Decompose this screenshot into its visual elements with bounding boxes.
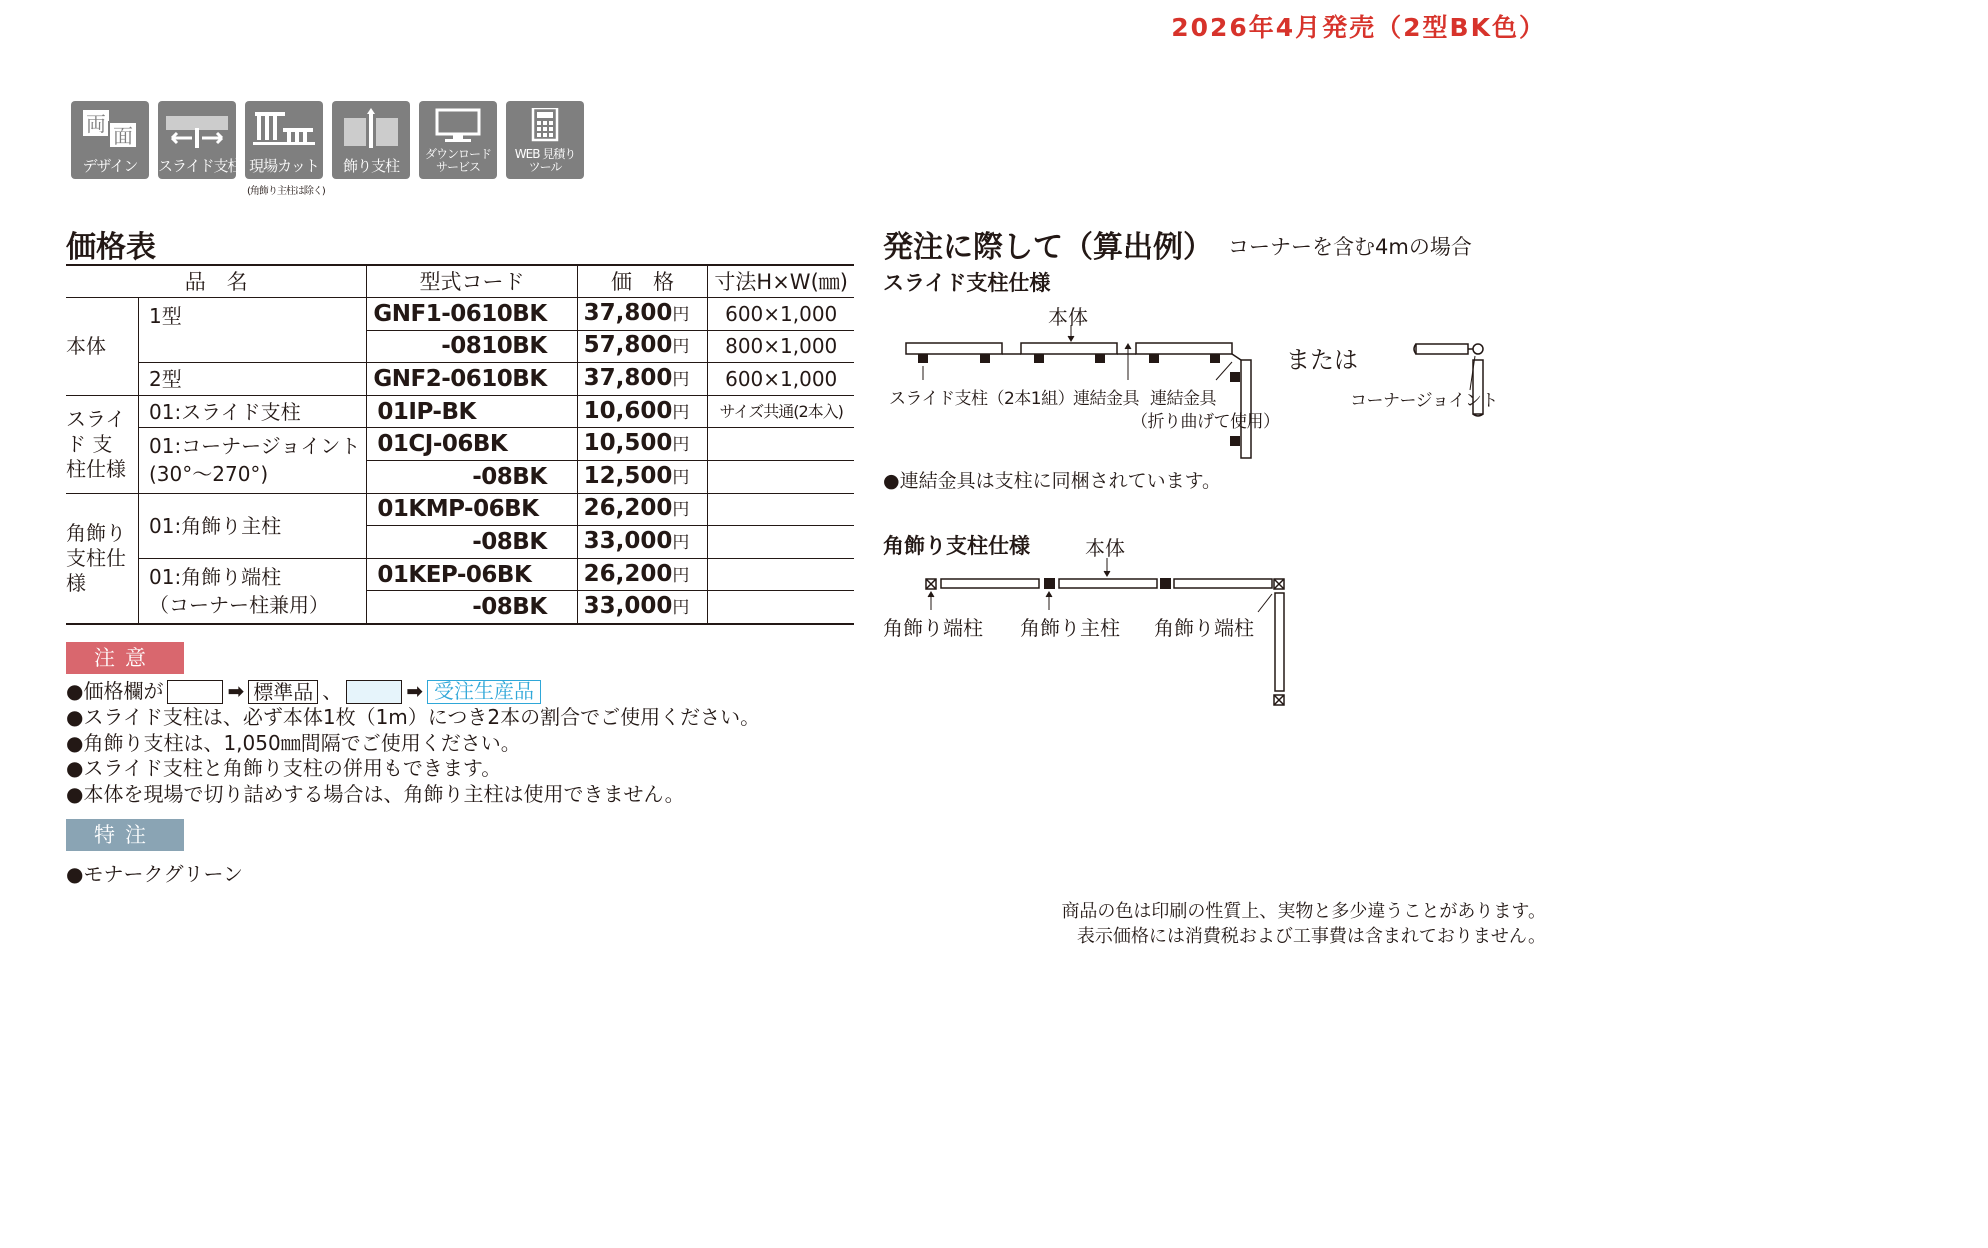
caution-item: ●角飾り支柱は、1,050㎜間隔でご使用ください。	[66, 730, 521, 755]
corner-spec-diagram	[926, 579, 1284, 705]
product-name-line: (30°～270°)	[149, 462, 269, 487]
fence-panel	[1174, 579, 1272, 588]
model-code: 01CJ-06BK	[367, 428, 577, 461]
feature-label: ダウンロード サービス	[425, 147, 492, 174]
caution-item: ●スライド支柱と角飾り支柱の併用もできます。	[66, 756, 502, 780]
yen-unit: 円	[672, 337, 690, 358]
slide-post-marker	[1095, 354, 1105, 363]
label-main-post: 角飾り主柱	[1020, 616, 1120, 640]
feature-label: 現場カット	[249, 157, 319, 175]
header-product-name: 品 名	[66, 265, 367, 298]
size-cell: 600×1,000	[708, 298, 854, 331]
size-cell: 600×1,000	[708, 363, 854, 396]
model-code: -0810BK	[367, 330, 577, 363]
group-label: スライド 支柱仕様	[66, 406, 126, 481]
size-cell: サイズ共通(2本入)	[708, 395, 854, 428]
price-value: 26,200	[583, 560, 673, 587]
yen-unit: 円	[672, 402, 690, 423]
price-value: 37,800	[583, 299, 673, 326]
feature-label: 飾り支柱	[342, 157, 399, 175]
label-connector-bent-note: （折り曲げて使用）	[1131, 412, 1280, 432]
feature-note: (角飾り主柱は除く)	[247, 186, 325, 197]
price-value: 33,000	[583, 592, 673, 619]
model-code: GNF2-0610BK	[367, 363, 577, 396]
corner-spec-title: 角飾り支柱仕様	[883, 534, 1030, 558]
slide-post-marker	[1149, 354, 1159, 363]
legend-prefix: ●価格欄が	[66, 679, 164, 704]
legend-standard: 標準品	[248, 680, 318, 704]
label-end-post: 角飾り端柱	[883, 616, 983, 640]
product-name-line: 01:コーナージョイント	[149, 434, 361, 459]
group-body: 本体	[66, 298, 139, 396]
product-name-line: （コーナー柱兼用）	[149, 592, 329, 617]
arrow-right-icon: ➡	[227, 679, 245, 704]
yen-unit: 円	[672, 533, 690, 554]
fence-panel	[1416, 344, 1468, 354]
arrow-right-icon: ➡	[406, 679, 423, 704]
label-or: または	[1286, 346, 1358, 374]
yen-unit: 円	[672, 304, 690, 325]
model-code: 01KMP-06BK	[367, 493, 577, 526]
main-post-marker	[1044, 578, 1055, 589]
yen-unit: 円	[672, 565, 690, 586]
caution-item: ●スライド支柱は、必ず本体1枚（1m）につき2本の割合でご使用ください。	[66, 705, 761, 729]
label-slide-post: スライド支柱（2本1組）	[889, 389, 1075, 409]
feature-label: WEB 見積りツール	[514, 147, 576, 174]
yen-unit: 円	[672, 467, 690, 488]
footer-line: 商品の色は印刷の性質上、実物と多少違うことがあります。	[1061, 901, 1546, 922]
label-end-post: 角飾り端柱	[1154, 616, 1254, 640]
slide-post-marker	[918, 354, 928, 363]
order-example-title: 発注に際して（算出例）	[883, 230, 1213, 265]
slide-note: ●連結金具は支柱に同梱されています。	[883, 470, 1222, 492]
fence-panel-vertical	[1275, 593, 1284, 691]
special-order-tag: 特注	[66, 819, 184, 851]
main-post-marker	[1160, 578, 1171, 589]
feature-label: スライド支柱	[158, 157, 242, 175]
svg-text:面: 面	[113, 124, 133, 148]
yen-unit: 円	[672, 370, 690, 391]
yen-unit: 円	[672, 597, 690, 618]
label-body: 本体	[1085, 536, 1125, 560]
price-value: 10,600	[583, 397, 673, 424]
release-banner: 2026年4月発売（2型BK色）	[1171, 13, 1546, 42]
connector-line	[1232, 354, 1241, 360]
product-name: 2型	[139, 363, 367, 396]
feature-label: デザイン	[82, 157, 138, 175]
model-code: 01KEP-06BK	[367, 558, 577, 591]
product-name: 1型	[139, 298, 367, 363]
label-connector: 連結金具	[1073, 389, 1139, 409]
footer-notes	[1061, 899, 1546, 949]
price-value: 33,000	[583, 528, 673, 555]
corner-joint-marker	[1473, 344, 1483, 354]
slide-post-marker	[1210, 354, 1220, 363]
label-corner-joint: コーナージョイント	[1350, 391, 1498, 411]
fence-panel	[906, 343, 1002, 354]
label-connector-bent: 連結金具	[1150, 389, 1216, 409]
label-body: 本体	[1048, 305, 1088, 329]
price-value: 12,500	[583, 462, 673, 489]
yen-unit: 円	[672, 435, 690, 456]
product-name: 01:角飾り主柱	[139, 493, 367, 558]
slide-post-marker	[1034, 354, 1044, 363]
legend-separator: 、	[322, 679, 343, 704]
svg-text:両: 両	[86, 112, 106, 136]
header-size: 寸法H×W(㎜)	[708, 265, 854, 298]
slide-post-marker	[1230, 372, 1240, 382]
fence-panel	[1021, 343, 1117, 354]
price-value: 10,500	[583, 430, 673, 457]
special-order-item: ●モナークグリーン	[66, 862, 244, 886]
fence-panel	[941, 579, 1039, 588]
size-cell: 800×1,000	[708, 330, 854, 363]
header-price: 価 格	[577, 265, 708, 298]
legend-made-to-order: 受注生産品	[427, 680, 541, 704]
product-name-line: 01:角飾り端柱	[149, 564, 282, 589]
slide-post-marker	[1230, 436, 1240, 446]
caution-item: ●本体を現場で切り詰めする場合は、角飾り主柱は使用できません。	[66, 781, 685, 806]
order-example-subtitle: コーナーを含む4mの場合	[1228, 235, 1472, 259]
yen-unit: 円	[672, 500, 690, 521]
header-model-code: 型式コード	[367, 265, 577, 298]
fence-panel	[1059, 579, 1157, 588]
fence-panel	[1136, 343, 1232, 354]
caution-tag: 注意	[66, 642, 184, 674]
group-label: 角飾り 支柱仕様	[66, 520, 126, 595]
model-code: -08BK	[367, 526, 577, 559]
model-code: GNF1-0610BK	[367, 298, 577, 331]
footer-line: 表示価格には消費税および工事費は含まれておりません。	[1076, 926, 1546, 947]
model-code: -08BK	[367, 461, 577, 494]
slide-post-marker	[980, 354, 990, 363]
model-code: 01IP-BK	[367, 395, 577, 428]
model-code: -08BK	[367, 591, 577, 624]
price-value: 37,800	[583, 365, 673, 392]
slide-spec-title: スライド支柱仕様	[883, 271, 1051, 295]
price-value: 57,800	[583, 332, 673, 359]
price-table-title: 価格表	[66, 230, 156, 265]
product-name: 01:スライド支柱	[139, 395, 367, 428]
price-value: 26,200	[583, 495, 673, 522]
